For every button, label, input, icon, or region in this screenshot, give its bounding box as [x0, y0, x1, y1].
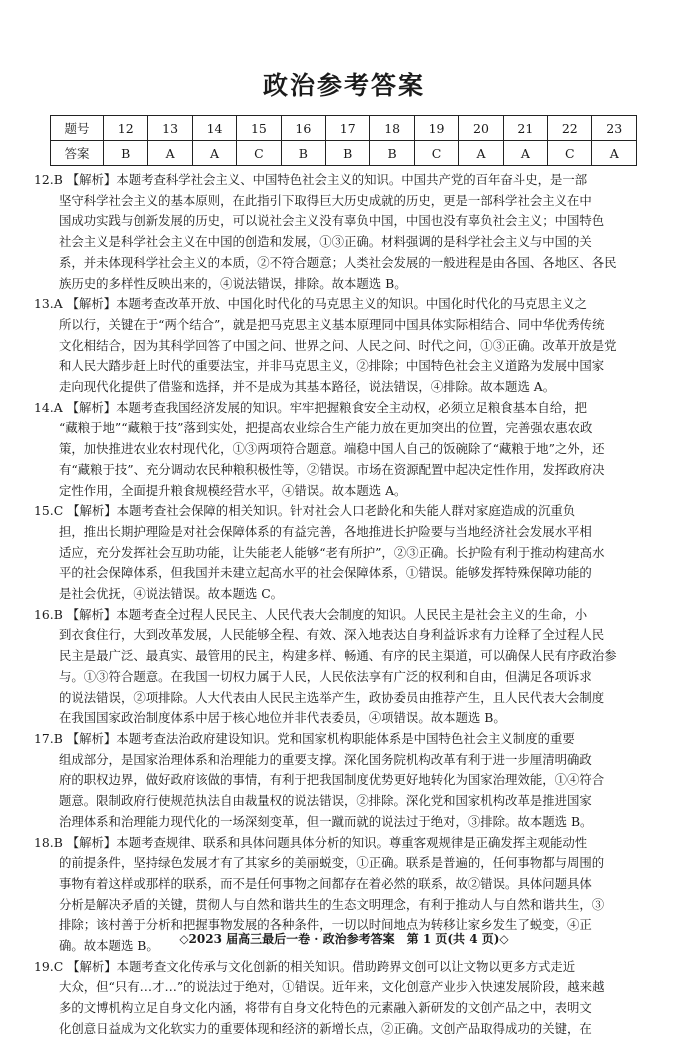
text-line: 国成功实践与创新发展的历史，可以说社会主义没有辜负中国，中国也没有辜负社会主义；中国特色 [59, 213, 605, 229]
question-number-cell: 19 [414, 116, 458, 141]
text-line: 策，加快推进农业农村现代化，①③两项符合题意。端稳中国人自己的饭碗除了“藏粮于地”之外，还 [59, 441, 605, 457]
text-line: 17.B 【解析】本题考查法治政府建设知识。党和国家机构职能体系是中国特色社会主义制度的重要 [34, 730, 575, 746]
text-line: 定性作用，全面提升粮食规模经营水平，④错误。故本题选 A。 [59, 482, 407, 498]
text-line: 在我国国家政治制度体系中居于核心地位并非代表委员，④项错误。故本题选 B。 [59, 710, 506, 726]
answer-cell: B [370, 141, 414, 166]
answer-cell: B [281, 141, 325, 166]
text-line: 19.C 【解析】本题考查文化传承与文化创新的相关知识。借助跨界文创可以让文物以更多方式走近 [34, 958, 576, 974]
text-line: 是社会优抚，④说法错误。故本题选 C。 [59, 586, 284, 602]
answer-cell: C [237, 141, 281, 166]
text-line: 的前提条件，坚持绿色发展才有了其家乡的美丽蜕变，①正确。联系是普遍的，任何事物都与周围的 [59, 855, 605, 871]
text-line: 适应，充分发挥社会互助功能，让失能老人能够“老有所护”，②③正确。长护险有利于推动构建高水 [59, 544, 605, 560]
question-number-cell: 14 [192, 116, 236, 141]
answer-cell: A [192, 141, 236, 166]
explanation-17 [34, 729, 654, 833]
answer-cell: C [414, 141, 458, 166]
text-line: 事物有着这样或那样的联系，而不是任何事物之间都存在着必然的联系，故②错误。具体问题具体 [59, 875, 592, 891]
page-footer: ◇2023 届高三最后一卷 · 政治参考答案 第 1 页(共 4 页)◇ [179, 932, 509, 946]
question-number-cell: 22 [548, 116, 592, 141]
question-number-cell: 12 [104, 116, 148, 141]
text-line: 民主是最广泛、最真实、最管用的民主，构建多样、畅通、有序的民主渠道，可以确保人民有序政治参 [59, 648, 617, 664]
page-title: 政治参考答案 [262, 71, 425, 100]
text-line: 社会主义是科学社会主义在中国的创造和发展，①③正确。材料强调的是科学社会主义与中国的关 [59, 234, 592, 250]
text-line: 的说法错误，②项排除。人大代表由人民民主选举产生，政协委员由推荐产生，且人民代表大会制度 [59, 689, 605, 705]
row-label-question: 题号 [51, 116, 104, 141]
answer-cell: A [148, 141, 192, 166]
explanation-13 [34, 294, 654, 398]
explanation-15 [34, 501, 654, 605]
question-number-cell: 18 [370, 116, 414, 141]
text-line: 府的职权边界，做好政府该做的事情，有利于把我国制度优势更好地转化为国家治理效能，①④符合 [59, 772, 605, 788]
text-line: 14.A 【解析】本题考查我国经济发展的知识。牢牢把握粮食安全主动权，必须立足粮食基本自给，把 [34, 399, 587, 415]
answer-cell: A [503, 141, 547, 166]
row-label-answer: 答案 [51, 141, 104, 166]
question-number-cell: 13 [148, 116, 192, 141]
text-line: 担，推出长期护理险是对社会保障体系的有益完善，各地推进长护险要与当地经济社会发展水平相 [59, 523, 592, 539]
answer-cell: A [459, 141, 503, 166]
answer-cell: B [326, 141, 370, 166]
question-number-cell: 15 [237, 116, 281, 141]
text-line: 平的社会保障体系，但我国并未建立起高水平的社会保障体系，①错误。能够发挥特殊保障功能的 [59, 565, 592, 581]
text-line: 15.C 【解析】本题考查社会保障的相关知识。针对社会人口老龄化和失能人群对家庭造成的沉重负 [34, 503, 576, 519]
text-line: 12.B 【解析】本题考查科学社会主义、中国特色社会主义的知识。中国共产党的百年奋斗史，是一部 [34, 172, 588, 187]
text-line: 治理体系和治理能力现代化的一场深刻变革，但一蹴而就的说法过于绝对，③排除。故本题选 B。 [59, 813, 593, 829]
text-line: 与。①③符合题意。在我国一切权力属于人民，人民依法享有广泛的权利和自由，但满足各项诉求 [59, 668, 592, 684]
text-line: 排除；该村善于分析和把握事物发展的各种条件，一切以时间地点为转移让家乡发生了蜕变，④正 [59, 917, 592, 933]
question-number-cell: 16 [281, 116, 325, 141]
question-number-cell: 20 [459, 116, 503, 141]
text-line: 化创意日益成为文化软实力的重要体现和经济的新增长点，②正确。文创产品取得成功的关键，在 [59, 1020, 592, 1036]
explanation-16 [34, 605, 654, 729]
text-line: 18.B 【解析】本题考查规律、联系和具体问题具体分析的知识。尊重客观规律是正确发挥主观能动性 [34, 834, 588, 850]
question-number-cell: 23 [592, 116, 637, 141]
text-line: 族历史的多样性反映出来的，④说法错误，排除。故本题选 B。 [59, 275, 407, 291]
text-line: 题意。限制政府行使规范执法自由裁量权的说法错误，②排除。深化党和国家机构改革是推进国家 [59, 793, 592, 809]
question-number-cell: 17 [326, 116, 370, 141]
text-line: 文化相结合，因为其科学回答了中国之问、世界之问、人民之问、时代之问，①③正确。改革开放是党 [59, 337, 617, 353]
answer-table [50, 115, 637, 166]
explanations [34, 170, 654, 1040]
answer-cell: A [592, 141, 637, 166]
question-number-cell: 21 [503, 116, 547, 141]
question-number-row [51, 116, 637, 141]
text-line: 13.A 【解析】本题考查改革开放、中国化时代化的马克思主义的知识。中国化时代化的马克思主义之 [34, 296, 587, 312]
text-line: 到衣食住行，大到改革发展，人民能够全程、有效、深入地表达自身利益诉求有力诠释了全过程人民 [59, 627, 605, 643]
text-line: 大众，但“只有…才…”的说法过于绝对，①错误。近年来，文化创意产业步入快速发展阶段，越来越 [59, 979, 605, 995]
text-line: 系，并未体现科学社会主义的本质，②不符合题意；人类社会发展的一般进程是由各国、各地区、各民 [59, 254, 617, 270]
text-line: 多的文博机构立足自身文化内涵，将带有自身文化特色的元素融入新研发的文创产品之中，表明文 [59, 1000, 592, 1016]
explanation-12 [34, 170, 654, 294]
answer-cell: C [548, 141, 592, 166]
explanation-19 [34, 957, 654, 1040]
text-line: 有“藏粮于技”、充分调动农民种粮积极性等，②错误。市场在资源配置中起决定性作用，发挥政府决 [59, 461, 605, 477]
answer-cell: B [104, 141, 148, 166]
text-line: 组成部分，是国家治理体系和治理能力的重要支撑。深化国务院机构改革有利于进一步厘清明确政 [59, 751, 592, 767]
text-line: 坚守科学社会主义的基本原则，在此指引下取得巨大历史成就的历史，更是一部科学社会主义在中 [59, 192, 592, 208]
text-line: “藏粮于地”“藏粮于技”落到实处，把提高农业综合生产能力放在更加突出的位置，完善强农惠农政 [59, 420, 593, 436]
text-line: 和人民大踏步赶上时代的重要法宝，并非马克思主义，②排除；中国特色社会主义道路为发展中国家 [59, 358, 605, 374]
text-line: 分析是解决矛盾的关键，贯彻人与自然和谐共生的生态文明理念，有利于推动人与自然和谐共生，③ [59, 896, 605, 912]
text-line: 16.B 【解析】本题考查全过程人民民主、人民代表大会制度的知识。人民民主是社会主义的生命，小 [34, 606, 588, 622]
text-line: 走向现代化提供了借鉴和选择，并不是成为其基本路径，说法错误，④排除。故本题选 A。 [59, 379, 556, 395]
text-line: 确。故本题选 B。 [59, 938, 159, 954]
answer-row [51, 141, 637, 166]
explanation-14 [34, 398, 654, 502]
text-line: 所以行，关键在于“两个结合”，就是把马克思主义基本原理同中国具体实际相结合、同中华优秀传统 [59, 316, 605, 332]
